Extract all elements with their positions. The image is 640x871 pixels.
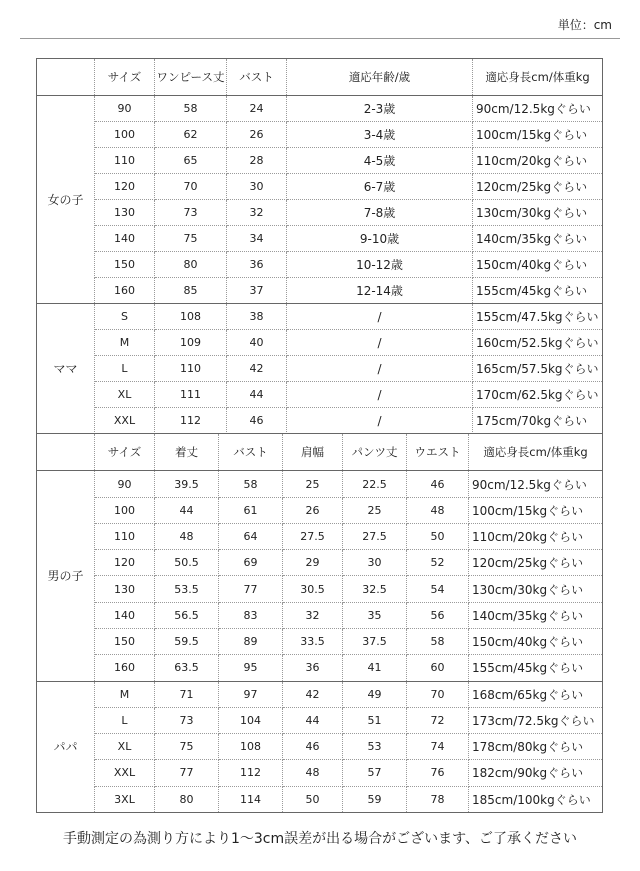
table-cell: 4-5歳: [287, 148, 473, 174]
table-cell: M: [95, 681, 155, 707]
table-cell: 63.5: [155, 655, 219, 681]
table-cell: 48: [283, 760, 343, 786]
table-cell: 140: [95, 226, 155, 252]
table-cell: 12-14歳: [287, 278, 473, 304]
table-cell: 90: [95, 96, 155, 122]
table-row: [37, 304, 603, 330]
table-row: [37, 681, 603, 707]
table-cell: /: [287, 356, 473, 382]
table-row: [37, 497, 603, 523]
table-cell: 155cm/45kgぐらい: [473, 278, 603, 304]
table-cell: 150: [95, 252, 155, 278]
table-cell: 74: [407, 734, 469, 760]
table-row: [37, 523, 603, 549]
table-cell: 110: [155, 356, 227, 382]
table-cell: 178cm/80kgぐらい: [469, 734, 603, 760]
table-cell: 50: [283, 786, 343, 812]
table-row: [37, 226, 603, 252]
table-cell: /: [287, 330, 473, 356]
table-row: [37, 382, 603, 408]
table-cell: 46: [227, 408, 287, 434]
table-cell: 97: [219, 681, 283, 707]
table-cell: 39.5: [155, 471, 219, 497]
table-cell: 114: [219, 786, 283, 812]
top-divider: [20, 38, 620, 39]
measurement-note: 手動測定の為測り方により1～3cm誤差が出る場合がございます、ご了承ください: [62, 831, 578, 847]
table-cell: 168cm/65kgぐらい: [469, 681, 603, 707]
header-row: [37, 59, 603, 96]
table-cell: 120: [95, 550, 155, 576]
table-row: [37, 122, 603, 148]
table-cell: 51: [343, 707, 407, 733]
table-cell: 42: [283, 681, 343, 707]
column-header: バスト: [227, 59, 287, 96]
table-cell: 140cm/35kgぐらい: [469, 602, 603, 628]
table-cell: 53: [343, 734, 407, 760]
table-cell: XXL: [95, 408, 155, 434]
table-cell: 89: [219, 628, 283, 654]
table-cell: 160: [95, 278, 155, 304]
table-cell: 46: [283, 734, 343, 760]
column-header: ワンピース丈: [155, 59, 227, 96]
table-cell: 108: [155, 304, 227, 330]
table-cell: 32: [227, 200, 287, 226]
table-cell: 120cm/25kgぐらい: [469, 550, 603, 576]
table-row: [37, 200, 603, 226]
table-cell: 75: [155, 226, 227, 252]
table-row: [37, 760, 603, 786]
table-cell: 150: [95, 628, 155, 654]
table-cell: 27.5: [283, 523, 343, 549]
table-row: [37, 148, 603, 174]
table-cell: 9-10歳: [287, 226, 473, 252]
table-cell: 110cm/20kgぐらい: [473, 148, 603, 174]
table-cell: XXL: [95, 760, 155, 786]
table-cell: 185cm/100kgぐらい: [469, 786, 603, 812]
table-cell: 64: [219, 523, 283, 549]
group-label: パパ: [37, 681, 95, 812]
table-cell: 30: [343, 550, 407, 576]
table-cell: 80: [155, 252, 227, 278]
table-cell: 25: [343, 497, 407, 523]
table-cell: 71: [155, 681, 219, 707]
table-cell: 58: [155, 96, 227, 122]
size-table-boys-papa: [36, 433, 603, 813]
table-cell: 52: [407, 550, 469, 576]
table-row: [37, 330, 603, 356]
table-cell: L: [95, 707, 155, 733]
column-header: [37, 59, 95, 96]
table-cell: 44: [155, 497, 219, 523]
table-cell: 50.5: [155, 550, 219, 576]
table-row: [37, 576, 603, 602]
column-header: 着丈: [155, 434, 219, 471]
table-cell: 110: [95, 523, 155, 549]
table-cell: 100: [95, 497, 155, 523]
table-cell: 36: [227, 252, 287, 278]
table-cell: 56.5: [155, 602, 219, 628]
table-cell: M: [95, 330, 155, 356]
table-cell: 40: [227, 330, 287, 356]
table-cell: L: [95, 356, 155, 382]
table-cell: 3XL: [95, 786, 155, 812]
table-cell: 3-4歳: [287, 122, 473, 148]
table-cell: 77: [219, 576, 283, 602]
table-cell: 44: [227, 382, 287, 408]
table-cell: 108: [219, 734, 283, 760]
table-cell: 182cm/90kgぐらい: [469, 760, 603, 786]
table-cell: 41: [343, 655, 407, 681]
table-cell: /: [287, 304, 473, 330]
table-row: [37, 252, 603, 278]
table-cell: 100: [95, 122, 155, 148]
table-cell: 27.5: [343, 523, 407, 549]
group-label: ママ: [37, 304, 95, 434]
table-row: [37, 628, 603, 654]
column-header: パンツ丈: [343, 434, 407, 471]
table-cell: 61: [219, 497, 283, 523]
table-cell: 155cm/45kgぐらい: [469, 655, 603, 681]
table-row: [37, 786, 603, 812]
table-cell: 25: [283, 471, 343, 497]
table-cell: 2-3歳: [287, 96, 473, 122]
header-row: [37, 434, 603, 471]
table-cell: 175cm/70kgぐらい: [473, 408, 603, 434]
table-cell: 35: [343, 602, 407, 628]
table-row: [37, 655, 603, 681]
table-cell: 80: [155, 786, 219, 812]
table-cell: 85: [155, 278, 227, 304]
unit-label: 単位：cm: [557, 18, 612, 32]
table-cell: 32: [283, 602, 343, 628]
table-cell: 130cm/30kgぐらい: [469, 576, 603, 602]
table-cell: 75: [155, 734, 219, 760]
table-cell: 48: [407, 497, 469, 523]
table-cell: 10-12歳: [287, 252, 473, 278]
table-cell: 73: [155, 707, 219, 733]
table-cell: 7-8歳: [287, 200, 473, 226]
table-cell: 49: [343, 681, 407, 707]
column-header: 適応身長cm/体重kg: [469, 434, 603, 471]
table-cell: 70: [407, 681, 469, 707]
table-cell: 58: [219, 471, 283, 497]
table-cell: 37: [227, 278, 287, 304]
table-cell: /: [287, 382, 473, 408]
table-cell: 42: [227, 356, 287, 382]
table-cell: 65: [155, 148, 227, 174]
table-cell: 95: [219, 655, 283, 681]
table-cell: 53.5: [155, 576, 219, 602]
table-cell: 46: [407, 471, 469, 497]
table-cell: 140cm/35kgぐらい: [473, 226, 603, 252]
table-cell: XL: [95, 382, 155, 408]
table-cell: 77: [155, 760, 219, 786]
table-row: [37, 602, 603, 628]
table-row: [37, 471, 603, 497]
table-cell: 38: [227, 304, 287, 330]
table-row: [37, 408, 603, 434]
column-header: バスト: [219, 434, 283, 471]
table-cell: 44: [283, 707, 343, 733]
table-cell: 56: [407, 602, 469, 628]
table-cell: 110cm/20kgぐらい: [469, 523, 603, 549]
table-cell: 24: [227, 96, 287, 122]
column-header: 適応年齢/歳: [287, 59, 473, 96]
table-cell: 150cm/40kgぐらい: [469, 628, 603, 654]
table-cell: 32.5: [343, 576, 407, 602]
table-cell: 150cm/40kgぐらい: [473, 252, 603, 278]
table-cell: 130: [95, 576, 155, 602]
table-row: [37, 96, 603, 122]
table-cell: 120: [95, 174, 155, 200]
table-cell: 58: [407, 628, 469, 654]
table-cell: 59.5: [155, 628, 219, 654]
table-row: [37, 707, 603, 733]
table-cell: 60: [407, 655, 469, 681]
column-header: [37, 434, 95, 471]
table-cell: 73: [155, 200, 227, 226]
table-cell: 34: [227, 226, 287, 252]
table-cell: 57: [343, 760, 407, 786]
table-cell: 155cm/47.5kgぐらい: [473, 304, 603, 330]
table-row: [37, 278, 603, 304]
table-cell: 104: [219, 707, 283, 733]
table-cell: 29: [283, 550, 343, 576]
table-cell: 36: [283, 655, 343, 681]
table-cell: 69: [219, 550, 283, 576]
table-cell: 120cm/25kgぐらい: [473, 174, 603, 200]
table-cell: 160cm/52.5kgぐらい: [473, 330, 603, 356]
table-cell: 30.5: [283, 576, 343, 602]
table-cell: 50: [407, 523, 469, 549]
table-cell: 111: [155, 382, 227, 408]
table-cell: 130: [95, 200, 155, 226]
table-cell: 70: [155, 174, 227, 200]
table-cell: 48: [155, 523, 219, 549]
table-cell: 37.5: [343, 628, 407, 654]
column-header: サイズ: [95, 434, 155, 471]
column-header: ウエスト: [407, 434, 469, 471]
table-cell: 109: [155, 330, 227, 356]
table-cell: 62: [155, 122, 227, 148]
table-cell: 54: [407, 576, 469, 602]
table-cell: 6-7歳: [287, 174, 473, 200]
table-cell: 22.5: [343, 471, 407, 497]
table-cell: 100cm/15kgぐらい: [473, 122, 603, 148]
table-cell: 112: [219, 760, 283, 786]
table-cell: 170cm/62.5kgぐらい: [473, 382, 603, 408]
table-cell: 33.5: [283, 628, 343, 654]
column-header: 肩幅: [283, 434, 343, 471]
table-cell: 28: [227, 148, 287, 174]
table-cell: 72: [407, 707, 469, 733]
table-row: [37, 734, 603, 760]
table-cell: 90: [95, 471, 155, 497]
table-cell: S: [95, 304, 155, 330]
group-label: 女の子: [37, 96, 95, 304]
size-table-girls-mama: [36, 58, 603, 434]
table-cell: XL: [95, 734, 155, 760]
table-cell: 83: [219, 602, 283, 628]
table-cell: 76: [407, 760, 469, 786]
table-cell: 130cm/30kgぐらい: [473, 200, 603, 226]
column-header: サイズ: [95, 59, 155, 96]
table-cell: 112: [155, 408, 227, 434]
table-cell: 140: [95, 602, 155, 628]
table-cell: 90cm/12.5kgぐらい: [469, 471, 603, 497]
table-cell: /: [287, 408, 473, 434]
table-cell: 173cm/72.5kgぐらい: [469, 707, 603, 733]
column-header: 適応身長cm/体重kg: [473, 59, 603, 96]
table-cell: 59: [343, 786, 407, 812]
table-row: [37, 174, 603, 200]
table-row: [37, 550, 603, 576]
table-cell: 110: [95, 148, 155, 174]
table-cell: 26: [227, 122, 287, 148]
table-cell: 30: [227, 174, 287, 200]
table-cell: 100cm/15kgぐらい: [469, 497, 603, 523]
table-cell: 165cm/57.5kgぐらい: [473, 356, 603, 382]
table-row: [37, 356, 603, 382]
table-cell: 90cm/12.5kgぐらい: [473, 96, 603, 122]
table-cell: 26: [283, 497, 343, 523]
table-cell: 160: [95, 655, 155, 681]
group-label: 男の子: [37, 471, 95, 681]
table-cell: 78: [407, 786, 469, 812]
